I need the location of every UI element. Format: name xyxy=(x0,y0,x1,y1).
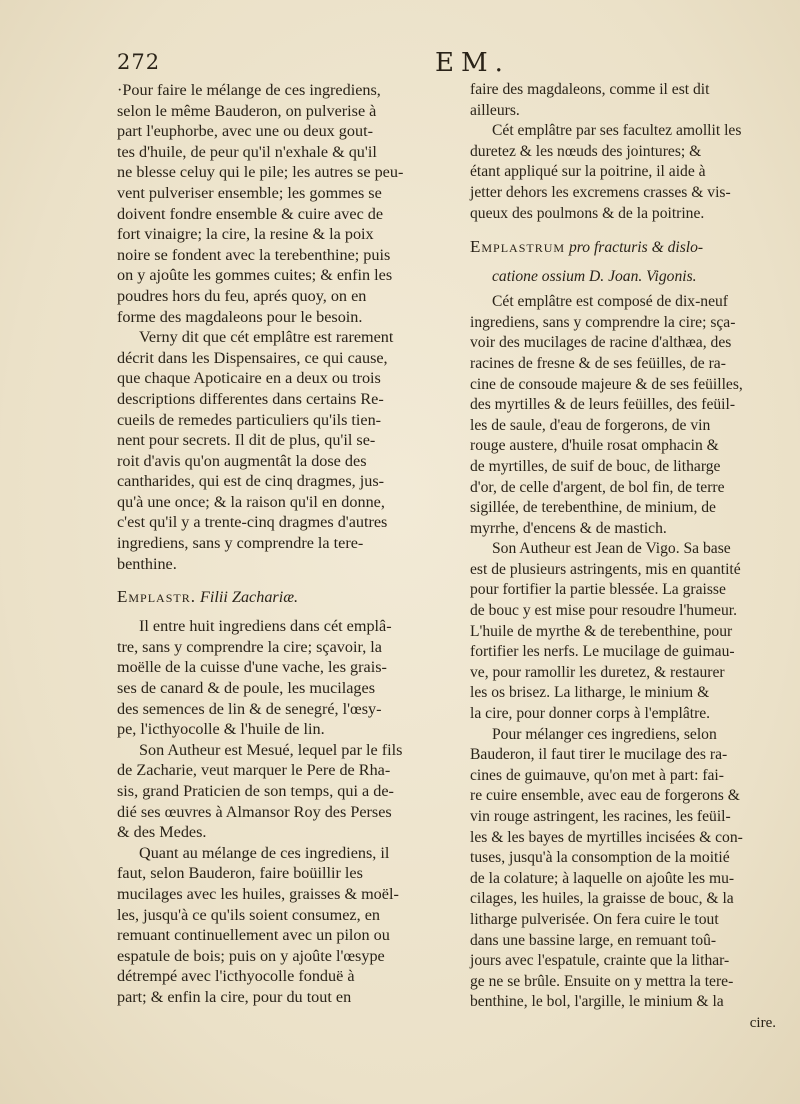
text-line: forme des magdaleons pour le besoin. xyxy=(117,307,363,326)
heading-italic: pro fracturis & dislo- xyxy=(568,239,704,257)
text-line: cine de consoude majeure & de ses feüilles, xyxy=(470,375,743,393)
text-line: L'huile de myrthe & de terebenthine, pour xyxy=(470,622,733,640)
right-column xyxy=(470,80,788,1033)
text-line: les & les bayes de myrtilles incisées & con- xyxy=(470,828,743,846)
text-line: racines de fresne & de ses feüilles, de ra- xyxy=(470,354,726,372)
text-line: mucilages avec les huiles, graisses & moël- xyxy=(117,884,399,903)
paragraph-melanger xyxy=(470,725,788,1013)
text-line: Son Autheur est Mesué, lequel par le fils xyxy=(139,740,403,759)
text-line: de bouc y est mise pour resoudre l'humeur. xyxy=(470,602,737,620)
heading-italic-continued: catione ossium D. Joan. Vigonis. xyxy=(492,268,697,286)
text-line: vin rouge astringent, les racines, les feüil- xyxy=(470,808,731,825)
text-line: dans une bassine large, en remuant toû- xyxy=(470,931,717,949)
text-line: doivent fondre ensemble & cuire avec de xyxy=(117,204,384,223)
text-line: re cuire ensemble, avec eau de forgerons & xyxy=(470,787,740,805)
text-line: ge ne se brûle. Ensuite on y mettra la tere- xyxy=(470,972,734,990)
text-line: étant appliqué sur la poitrine, il aide à xyxy=(470,163,706,181)
paragraph-continuation xyxy=(470,80,788,121)
text-line: Verny dit que cét emplâtre est rarement xyxy=(139,328,394,347)
text-line: part l'euphorbe, avec une ou deux gout- xyxy=(117,122,373,141)
text-line: ve, pour ramollir les duretez, & restaurer xyxy=(470,663,725,681)
text-line: Bauderon, il faut tirer le mucilage des ra- xyxy=(470,746,728,764)
paragraph-verny xyxy=(117,327,455,574)
text-line: Il entre huit ingrediens dans cét emplâ- xyxy=(139,617,392,636)
text-line: détrempé avec l'icthyocolle fonduë à xyxy=(117,967,355,986)
text-line: la cire, pour donner corps à l'emplâtre. xyxy=(470,705,711,723)
text-line: d'or, de celle d'argent, de bol fin, de terre xyxy=(470,478,725,496)
text-line: de Zacharie, veut marquer le Pere de Rha- xyxy=(117,761,391,780)
running-head: EM. xyxy=(435,48,510,78)
text-line: vent pulveriser ensemble; les gommes se xyxy=(117,183,382,202)
text-line: tes d'huile, de peur qu'il n'exhale & qu'il xyxy=(117,142,377,161)
text-line: moëlle de la cuisse d'une vache, les grais- xyxy=(117,658,387,677)
text-line: sis, grand Praticien de son temps, qui a de- xyxy=(117,782,394,800)
text-line: de myrtilles, de suif de bouc, de litharge xyxy=(470,457,721,475)
paragraph-mixing-instructions xyxy=(117,80,455,327)
paragraph-faculties xyxy=(470,121,788,224)
paragraph-vigo xyxy=(470,539,788,724)
text-line: ne blesse celuy qui le pile; les autres se peu- xyxy=(117,163,404,182)
text-line: jours avec l'espatule, crainte que la lithar- xyxy=(470,952,730,970)
paragraph-ingredients xyxy=(117,616,455,740)
text-line: benthine, le bol, l'argille, le minium & la xyxy=(470,993,724,1011)
text-line: tre, sans y comprendre la cire; sçavoir, la xyxy=(117,637,382,656)
text-line: tuses, jusqu'à la consomption de la moitié xyxy=(470,849,730,867)
left-column xyxy=(117,80,455,1008)
text-line: ingrediens, sans y comprendre la cire; sça- xyxy=(470,313,736,331)
text-line: ses de canard & de poule, les mucilages xyxy=(117,679,376,698)
text-line: des semences de lin & de senegré, l'œsy- xyxy=(117,699,382,718)
page-number: 272 xyxy=(117,50,161,74)
text-line: & des Medes. xyxy=(117,823,207,842)
text-line: pour fortifier la partie blessée. La graisse xyxy=(470,581,726,599)
section-heading-filii-zachariae xyxy=(117,582,455,612)
text-line: cueils de remedes particuliers qu'ils tien- xyxy=(117,410,382,429)
text-line: selon le même Bauderon, on pulverise à xyxy=(117,101,377,120)
paragraph-author xyxy=(117,740,455,843)
text-line: ailleurs. xyxy=(470,101,520,119)
text-line: myrrhe, d'encens & de mastich. xyxy=(470,519,667,537)
text-line: sigillée, de terebenthine, de minium, de xyxy=(470,499,716,517)
catchword: cire. xyxy=(749,1014,776,1031)
text-line: que chaque Apoticaire en a deux ou trois xyxy=(117,369,381,388)
paragraph-mixing xyxy=(117,843,455,1008)
text-line: poudres hors du feu, aprés quoy, on en xyxy=(117,286,367,305)
text-line: ingrediens, sans y comprendre la tere- xyxy=(117,534,364,553)
section-heading-continued xyxy=(470,266,788,288)
text-line: dié ses œuvres à Almansor Roy des Perses xyxy=(117,802,392,821)
text-line: Son Autheur est Jean de Vigo. Sa base xyxy=(492,540,731,558)
text-line: décrit dans les Dispensaires, ce qui cause, xyxy=(117,348,388,367)
text-line: remuant continuellement avec un pilon ou xyxy=(117,926,390,945)
text-line: Quant au mélange de ces ingrediens, il xyxy=(139,843,390,862)
text-line: part; & enfin la cire, pour du tout en xyxy=(117,987,352,1006)
text-line: roit d'avis qu'on augmentât la dose des xyxy=(117,451,367,470)
page-header xyxy=(117,50,787,84)
text-line: de la colature; à laquelle on ajoûte les mu- xyxy=(470,869,735,887)
text-line: jetter dehors les excremens crasses & vis- xyxy=(470,183,731,201)
text-line: les de saule, d'eau de forgerons, de vin xyxy=(470,416,711,434)
text-line: on y ajoûte les gommes cuites; & enfin les xyxy=(117,266,393,285)
text-line: queux des poulmons & de la poitrine. xyxy=(470,204,705,222)
text-line: est de plusieurs astringents, mis en quantité xyxy=(470,560,741,578)
text-line: fort vinaigre; la cire, la resine & la poix xyxy=(117,225,374,244)
text-line: benthine. xyxy=(117,554,177,573)
text-line: Pour mélanger ces ingrediens, selon xyxy=(492,725,717,743)
text-line: cilages, les huiles, la graisse de bouc, & la xyxy=(470,890,734,908)
section-heading-pro-fracturis xyxy=(470,232,788,262)
text-line: les os brisez. La litharge, le minium & xyxy=(470,684,710,702)
paragraph-composition xyxy=(470,292,788,539)
heading-italic: Filii Zachariæ. xyxy=(200,588,299,607)
text-line: noire se fondent avec la terebenthine; puis xyxy=(117,245,391,264)
heading-caps: Emplastrum xyxy=(470,237,566,257)
text-line: faut, selon Bauderon, faire boüillir les xyxy=(117,864,363,883)
text-line: ·Pour faire le mélange de ces ingrediens, xyxy=(117,81,381,99)
text-line: litharge pulverisée. On fera cuire le tout xyxy=(470,910,719,928)
text-line: Cét emplâtre est composé de dix-neuf xyxy=(492,293,728,311)
text-line: duretez & les nœuds des jointures; & xyxy=(470,142,702,160)
text-line: Cét emplâtre par ses facultez amollit les xyxy=(492,122,742,140)
text-line: faire des magdaleons, comme il est dit xyxy=(470,81,710,98)
text-line: pe, l'icthyocolle & l'huile de lin. xyxy=(117,720,325,739)
text-line: nent pour secrets. Il dit de plus, qu'il se- xyxy=(117,431,376,450)
text-line: des myrtilles & de leurs feüilles, des feüil- xyxy=(470,396,736,414)
heading-caps: Emplastr. xyxy=(117,587,196,607)
text-line: cines de guimauve, qu'on met à part: fai- xyxy=(470,766,724,784)
text-line: c'est qu'il y a trente-cinq dragmes d'autres xyxy=(117,513,388,532)
text-line: espatule de bois; puis on y ajoûte l'œsype xyxy=(117,946,385,965)
text-line: voir des mucilages de racine d'althæa, des xyxy=(470,334,732,352)
text-line: qu'à une once; & la raison qu'il en donne, xyxy=(117,492,385,511)
text-line: rouge austere, d'huile rosat omphacin & xyxy=(470,437,719,455)
text-line: cantharides, qui est de cinq dragmes, jus- xyxy=(117,472,385,491)
text-line: les, jusqu'à ce qu'ils soient consumez, en xyxy=(117,905,380,924)
text-line: descriptions differentes dans certains Re- xyxy=(117,389,384,408)
text-line: fortifier les nerfs. Le mucilage de guimau- xyxy=(470,643,735,661)
